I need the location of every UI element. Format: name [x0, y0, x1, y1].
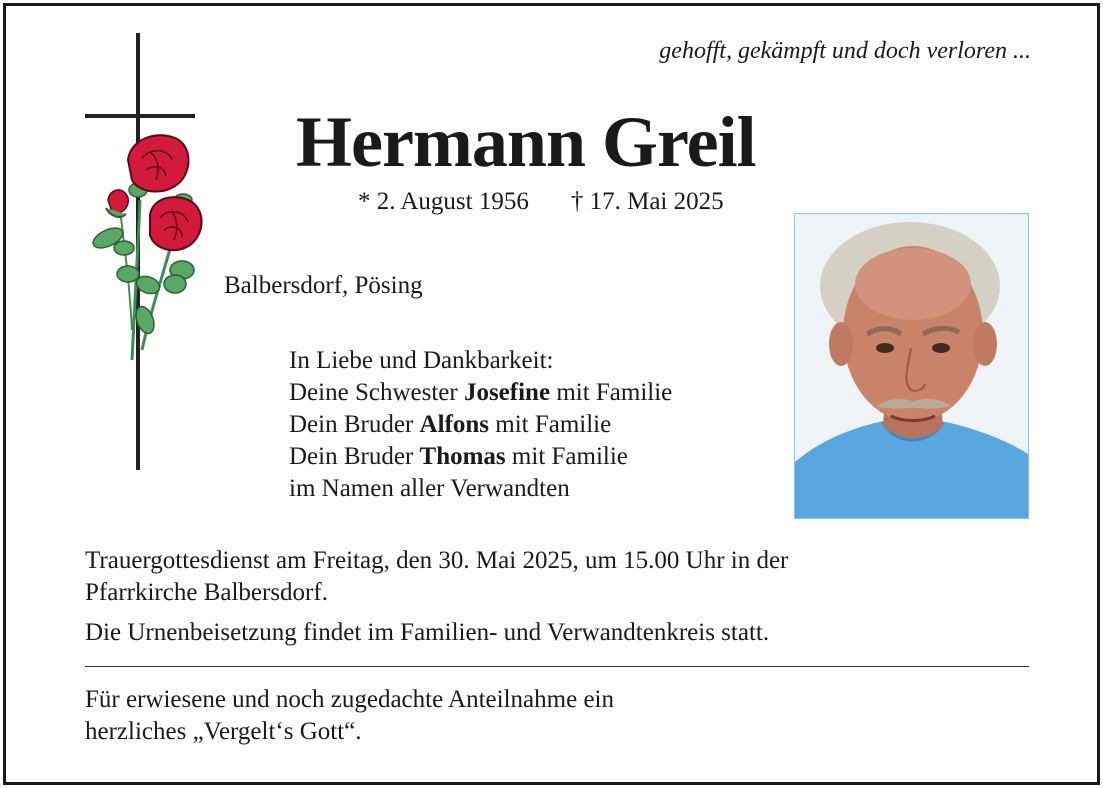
mourners-list — [289, 345, 672, 505]
thanks-line: herzliches „Vergelt‘s Gott“. — [85, 718, 362, 745]
motto: gehofft, gekämpft und doch verloren ... — [659, 38, 1031, 64]
life-dates — [358, 188, 724, 216]
death-date: † 17. Mai 2025 — [570, 188, 724, 215]
mourners-intro: In Liebe und Dankbarkeit: — [289, 347, 554, 374]
mourner-line: Dein Bruder Alfons mit Familie — [289, 411, 612, 438]
thanks-note — [85, 684, 614, 748]
service-line: Trauergottesdienst am Freitag, den 30. Mai 2025, um 15.00 Uhr in der — [85, 547, 789, 574]
portrait-photo — [794, 213, 1029, 519]
mourner-line: Dein Bruder Thomas mit Familie — [289, 443, 628, 470]
service-line: Pfarrkirche Balbersdorf. — [85, 579, 328, 606]
birth-date: * 2. August 1956 — [358, 188, 529, 215]
thanks-line: Für erwiesene und noch zugedachte Anteilnahme ein — [85, 686, 614, 713]
urn-burial-info: Die Urnenbeisetzung findet im Familien- und Verwandtenkreis statt. — [85, 619, 770, 646]
divider — [85, 666, 1029, 667]
cross-with-roses-icon — [80, 30, 210, 480]
deceased-name: Hermann Greil — [296, 102, 756, 182]
mourner-line: Deine Schwester Josefine mit Familie — [289, 379, 673, 406]
mourners-closing: im Namen aller Verwandten — [289, 475, 570, 502]
residence: Balbersdorf, Pösing — [224, 272, 423, 299]
funeral-service-info — [85, 545, 788, 609]
